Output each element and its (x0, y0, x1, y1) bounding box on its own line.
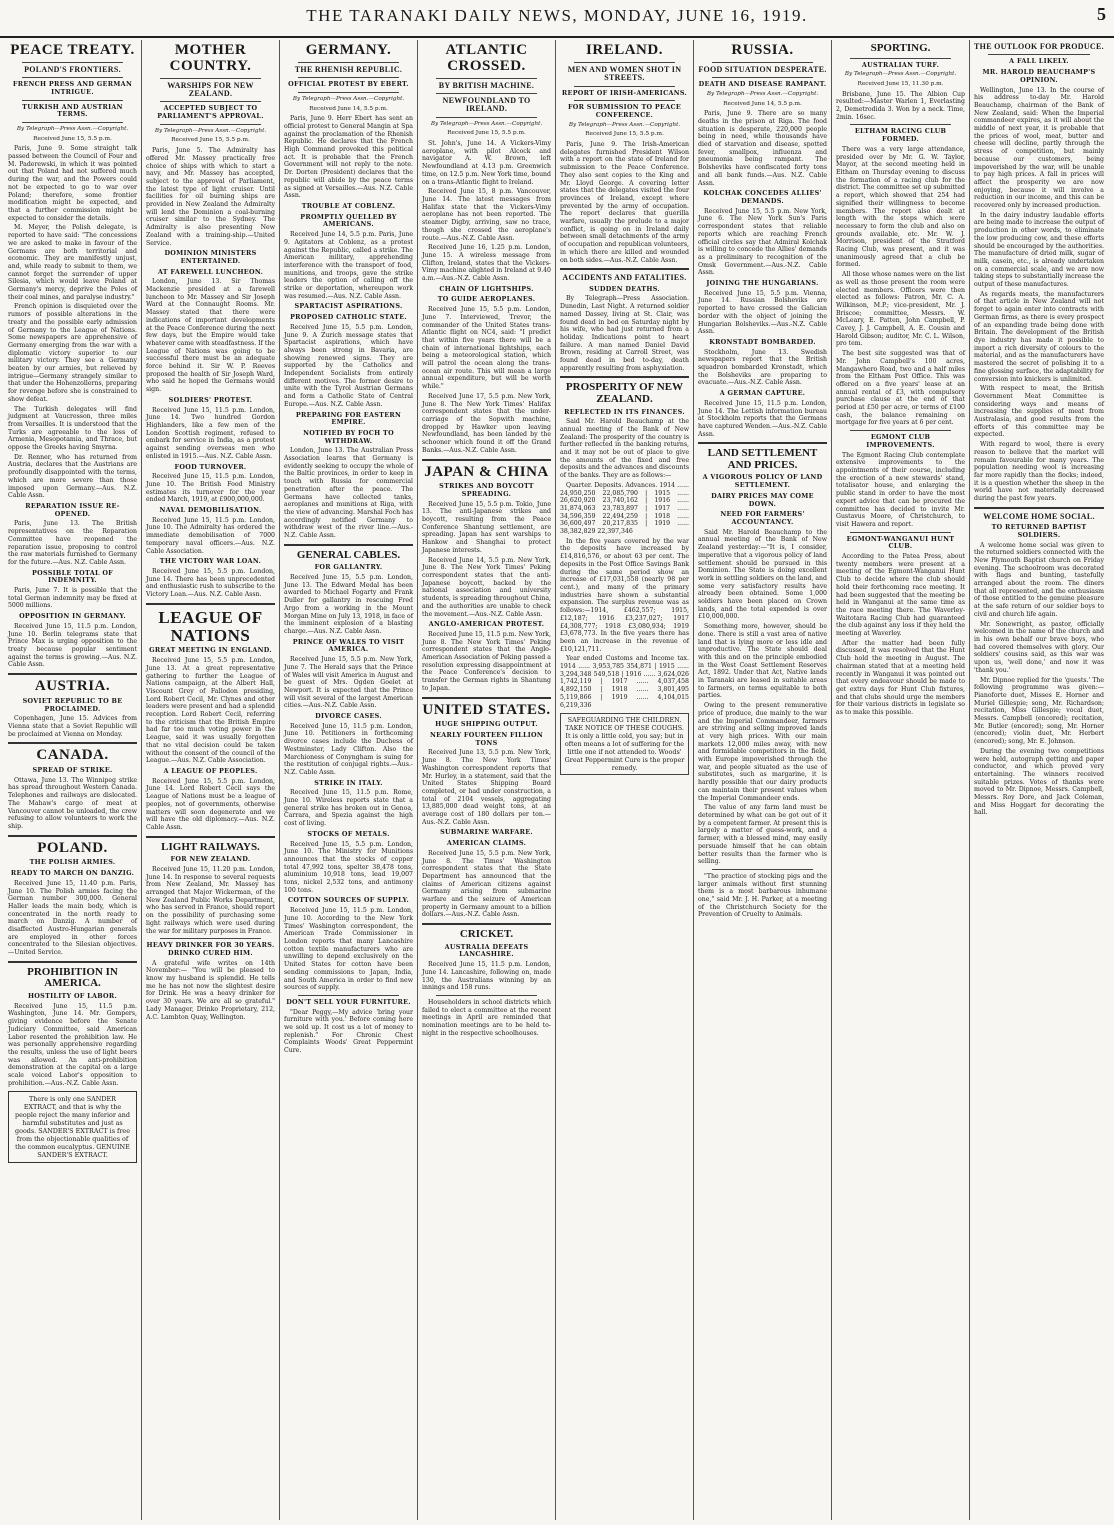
dateline: Received June 15, 5.5 p.m. (585, 131, 664, 138)
article-paragraph: Paris, June 13. The British representatives on the Reparation Committee have reopened the reparation issue, proposing to control the raw materials furnished to Germany for the future.—Aus. N.Z. Cable Assn. (8, 520, 137, 566)
article-paragraph: St. John's, June 14. A Vickers-Vimy aeroplane, with pilot Alcock and navigator A. W. Brown, left Newfoundland at 4.13 p.m. Greenwich time, on 12.5 p.m. New York time, bound on a trans-Atlantic flight to Ireland. (422, 140, 551, 186)
article-paragraph: French opinion is disquieted over the rumors of possible alterations in the treaty and the possible early admission of Germany to the League of Nations. Some newspapers are apprehensive of Germany emerging from the war with a diplomatic victory superior to our military victory. They see a Germany beaten by our armies, but relieved by intrigue—Germany strangely similar to that under the Hohenzollerns, preparing for revenge before she is constrained to show defeat. (8, 303, 137, 403)
article-paragraph: Received June 15, 11.20 p.m. London, June 14. In response to several requests from New Zealand, Mr. Massey has arranged that Major Wickerman, of the New Zealand Public Works Department, who has served in France, should report on the possibility of purchasing some light railways which were used during the war for military purposes in France. (146, 865, 275, 935)
subheading: STOCKS OF METALS. (307, 829, 390, 838)
article-paragraph: Paris, June 7. It is possible that the total German indemnity may be fixed at 5000 millions. (8, 587, 137, 610)
subheadline: MEN AND WOMEN SHOT IN STREETS. (567, 64, 682, 83)
article-paragraph: Received June 15, 8 p.m. Vancouver, June 14. The latest messages from Halifax state that the Vickers-Vimy aeroplane has not been reported. The steamer Digby, arriving, saw no trace, though she crossed the aeroplane's route.—Aus.-N.Z. Cable Assn. (422, 188, 551, 242)
subheading: EGMONT-WANGANUI HUNT CLUB. (846, 534, 955, 551)
subheading: SOLDIERS' PROTEST. (168, 395, 253, 404)
headline: IRELAND. (586, 42, 663, 58)
article-paragraph: Paris, June 9. There are so many deaths in the prison at Riga. The food situation is desperate, 220,000 people being in need, while thousands have died of starvation and disease, spotted fever, smallpox, influenza and pneumonia being rampant. The Bolsheviks have confiscated forty tons and all bank funds.—Aus. N.Z. Cable Assn. (698, 110, 827, 187)
subheading: DAIRY PRICES MAY COME DOWN. (711, 491, 814, 508)
headline: GERMANY. (305, 42, 392, 58)
subheading: ANGLO-AMERICAN PROTEST. (428, 620, 545, 629)
headline: PROHIBITION IN AMERICA. (27, 965, 118, 990)
subheading: PROPOSED CATHOLIC STATE. (290, 313, 407, 322)
column-atlantic-crossed (418, 40, 556, 1520)
masthead-title: THE TARANAKI DAILY NEWS, MONDAY, JUNE 16, 1919. (306, 6, 808, 25)
article-paragraph: Paris, June 9. Some straight talk passed between the Council of Four and M. Paderewski, in which it was pointed out that Poland had not suffered much during the war, and the Powers could not be expected to go to war over Poland; therefore, some frontier modification might be expected, and that a further commission might be expected to consider the details. (8, 145, 137, 222)
dateline: Received June 15, 5.5 p.m. (33, 135, 112, 142)
article-paragraph: Received June 13, 5.5 p.m. New York, June 8. The New York Times' Washington correspondent reports that Mr. Hurley, in a statement, said that the United States Shipping Board completed, or had under construction, a total of 2104 vessels, aggregating 13,885,000 dead weight tons, at an average cost of 180 dollars per ton.—Aus.-N.Z. Cable Assn. (422, 749, 551, 826)
article-paragraph: Householders in school districts which failed to elect a committee at the recent meetings in April are reminded that nomination meetings are to be held to-night in the respective schoolhouses. (422, 998, 551, 1037)
article-paragraph: A welcome home social was given to the returned soldiers connected with the New Plymouth Baptist church on Friday evening. The schoolroom was decorated with flags and bunting, tastefully arranged about the room. The diners that all represented, and the enthusiasm of those entitled to the genuine pleasure at the safe return of our soldier boys to civil and church life again. (974, 541, 1104, 618)
subheading: PROMPTLY QUELLED BY AMERICANS. (300, 212, 397, 229)
byline: By Telegraph—Press Assn.—Copyright. (292, 95, 405, 102)
subheading: TO GUIDE AEROPLANES. (437, 295, 536, 304)
article-paragraph: Received June 14, 5.5 p.m. New York, June 8. The New York Times' Peking correspondent states that the anti-Japanese boycott, backed by the national association and university students, is spreading throughout China, and the authorities are unable to check the movement.—Aus.-N.Z. Cable Assn. (422, 556, 551, 618)
article-paragraph: "Dear Peggy,—My advice 'bring your furniture with you.' Before coming here we sold up. It cost us a lot of money to replenish." For Chronic Chest Complaints Woods' Great Peppermint Cure. (284, 1008, 413, 1055)
advertisement: SAFEGUARDING THE CHILDREN. TAKE NOTICE OF THESE COUGHS. It is only a little cold, you say; but in often means a lot of suffering for the little one if not attended to. Woods' Great Peppermint Cure is the proper remedy. (560, 713, 689, 775)
byline: By Telegraph—Press Assn.—Copyright. (706, 90, 819, 97)
column-mother-country (142, 40, 280, 1520)
article-paragraph: After the matter had been fully discussed, it was resolved that the Hunt Club hold the meeting in August. The chairman stated that at a meeting held recently in Wanganui it was pointed out that every endeavour should be made to get extra days for Hunt Club fixtures, and that clubs should urge the members for their various districts in legislate so as to make this possible. (836, 639, 965, 717)
subheading: SUDDEN DEATHS. (589, 284, 660, 293)
article-paragraph: In the five years covered by the war the deposits have increased by £14,816,576, or about 63 per cent. The deposits in the Post Office Savings Bank during the same period show an increase of £17,031,558 (nearly 98 per cent.), and many of the primary industries have shown a substantial expansion. The surplus revenue was as follows:—1914, £462,557; 1915, £12,187; 1916 £3,237,027; 1917 £4,308,777; 1918 £3,080,934; 1919 £3,678,773. In the five years there has been an increase in the revenue of £10,121,711. (560, 537, 689, 653)
article-paragraph: Received June 15, 11.5 p.m. London, June 14. Two hundred Gordon Highlanders, like a few men of the London Scottish regiment, refused to embark for service in India, as a protest against sending overseas men who enlisted in 1915.—Aus. N.Z. Cable Assn. (146, 406, 275, 460)
subheading: TO RETURNED BAPTIST SOLDIERS. (991, 523, 1087, 539)
article-paragraph: The Egmont Racing Club contemplate extensive improvements to the appointments of their course, including the erection of a new stewards' stand, totalisator house, and enlarging the public stand in order to have the most expert advice that can be procured the committee has decided to invite Mr. Gustavus Moore, of Christchurch, to visit Hawera and report. (836, 451, 965, 528)
article-paragraph: Received June 15, 5.5 p.m. New York, June 8. The Times' Washington correspondent states that the State Department has announced that the claims of American citizens against Germany arising from submarine warfare and the seizure of American property in Germany amount to a billion dollars.—Aus.-N.Z. Cable Assn. (422, 849, 551, 919)
article-paragraph: Received June 15, 11.5 p.m. London, June 10. Berlin telegrams state that Prince Max is urging opposition to the treaty because popular sentiment against the terms is growing.—Aus. N.Z. Cable Assn. (8, 622, 137, 669)
byline: By Telegraph—Press Assn.—Copyright. (844, 71, 957, 78)
subheadline: FOOD SITUATION DESPERATE. (698, 64, 827, 74)
article-paragraph: Paris, June 9. The Irish-American delegates furnished President Wilson with a report on the state of Ireland for submission to the Peace Conference. They also sent copies to the King and Mr. Lloyd George. A covering letter states that the delegates visited the four provinces of Ireland, except where prevented by the army of occupation. The report declares that guerilla warfare, usually the prelude to a major conflict, is going on in Ireland daily between small detachments of the army of occupation and republican volunteers, in which there are killed and wounded on both sides.—Aus.-N.Z. Cable Assn. (560, 141, 689, 264)
subheading: REFLECTED IN ITS FINANCES. (564, 407, 685, 416)
subheading: EGMONT CLUB IMPROVEMENTS. (866, 433, 935, 449)
subheading: THE POLISH ARMIES. (29, 858, 116, 867)
headline: MOTHER COUNTRY. (169, 42, 252, 74)
article-paragraph: Received June 15, 5.5 p.m. London, June 7. Interviewed, Trevor, the commander of the United States trans-Atlantic flight on NC4, said: "I predict that within five years there will be a chain of international lightships, each being a meteorological station, which will patrol the ocean along the trans-ocean air route. This will mean a large annual expenditure, but will be worth while." (422, 306, 551, 391)
subheading: SPARTACIST ASPIRATIONS. (294, 302, 403, 311)
article-paragraph: During the evening two competitions were held, autograph getting and paper conductor, and which proved very entertaining. The winners received suitable prizes. Votes of thanks were moved to Mr. Dipnoe, Messrs. Campbell, Messrs. Roy Dore, and Jack Coleman, and Miss Hoggart for decorating the hall. (974, 747, 1104, 817)
article-paragraph: Received June 16, 1.25 p.m. London, June 15. A wireless message from Clifton, Ireland, states that the Vickers-Vimy machine alighted in Ireland at 9.40 a.m.—Aus.-N.Z. Cable Assn. (422, 244, 551, 283)
article-paragraph: By Telegraph—Press Association. Dunedin, Last Night. A returned soldier named Dassey, living at St. Clair, was found dead in bed on Saturday night by his wife, who had just returned from a holiday. Indications point to heart failure. A man named Daniel David Brown, residing at Carroll Street, was found dead in bed to-day, death apparently resulting from asphyxiation. (560, 295, 689, 372)
headline: ACCIDENTS AND FATALITIES. (562, 273, 687, 283)
article-paragraph: "The practice of stocking pigs and the larger animals without first stunning them is a most barbarous inhumane one," said Mr. J. H. Parker, at a meeting of the Christchurch Society for the Prevention of Cruelty to Animals. (698, 872, 827, 919)
article-paragraph: Received June 15, 5.5 p.m. London, June 14. There has been unprecedented and enthusiastic rush to subscribe to the Victory Loan.—Aus. N.Z. Cable Assn. (146, 567, 275, 599)
byline: By Telegraph—Press Assn.—Copyright. (16, 125, 129, 132)
headline: CANADA. (36, 747, 109, 764)
article-paragraph: Copenhagen, June 15. Advices from Vienna state that a Soviet Republic will be proclaimed at Vienna on Monday. (8, 715, 137, 738)
subheading: MR. HAROLD BEAUCHAMP'S OPINION. (982, 68, 1096, 84)
article-paragraph: In the dairy industry laudable efforts are being made to increase the output of production in other words, to eliminate the low producing cow, and these efforts should be encouraged by the authorities. The manufacture of dried milk, sugar of milk, casein, etc., is already undertaken on a commercial scale, and we are now taking steps to substantially increase the output of these manufactures. (974, 211, 1104, 289)
subheading: TURKISH AND AUSTRIAN TERMS. (22, 102, 123, 119)
masthead (0, 0, 1114, 38)
article-paragraph: M. Meyer, the Polish delegate, is reported to have said: "The concessions we are asked to make in favour of the Germans are both territorial and economic. They are manifestly unjust, and, while ready to submit to them, we cannot forget the surrender of upper Silesia, which would leave Poland at Germany's mercy, deprive the Poles of their coal mines, and paralyse industry." (8, 224, 137, 301)
revenue-table: Year ended Customs and Income tax. 1914 ...... 3,953,785 354,871 | 1915 ...... 3,294,348 549,518 | 1916 ...... 3,624,026 1,742,119 | 1917 ...... 4,037,458 4,892,150 | 1918 ...... 3,801,495 5,119,866 | 1919 ...... 4,104,015 6,219,336 (560, 655, 689, 709)
byline: By Telegraph—Press Assn.—Copyright. (154, 127, 267, 134)
article-paragraph: All those whose names were on the list as well as those present the room were elected members. Officers were then elected as follows: Patron, Mr. C. A. Wilkinson, M.P.; vice-president, Mr. J. Briscoe; committee, Messrs. W. McLeary, E. Patten, John Campbell, P. Cavey, J. J. Campbell, A. E. Cousin and Harold Gibson; auditor, Mr. C. L. Wilson, pro tem. (836, 271, 965, 348)
headline: SPORTING. (870, 42, 931, 54)
article-paragraph: With regard to wool, there is every reason to believe that the market will remain favourable for many years. The population needing wool is increasing far more rapidly than the flocks; indeed, it is a question whether the sheep in the world have not materially decreased during the past few years. (974, 441, 1104, 503)
article-paragraph: Received June 15, 5.5 p.m. New York, June 6. The New York Sun's Paris correspondent states that reliable reports which are reaching French official circles say that Admiral Kolchak is willing to concede the Allies' demands as a preliminary to recognition of the Omsk Government.—Aus.-N.Z. Cable Assn. (698, 207, 827, 277)
article-paragraph: As regards meats, the manufacturers of that article in New Zealand will not forget to again enter into contracts with German firms, as there is every prospect of an expanding trade being done with Britain. The development of the British dye industry has made it possible to import a rich diversity of colours to the material, and as the manufacturers have mastered the secret of polishing it to a fine glossing surface, the adaptability for conversion into knickers is unlimited. (974, 290, 1104, 383)
subheading: OPPOSITION IN GERMANY. (19, 612, 126, 621)
subheading: NAVAL DEMOBILISATION. (159, 506, 262, 515)
subheading: A GERMAN CAPTURE. (719, 389, 806, 398)
subheading: DOMINION MINISTERS ENTERTAINED. (164, 249, 257, 265)
deposits-table: Quarter. Deposits. Advances. 1914 ...... 24,950,250 22,085,790 | 1915 ...... 26,620,920 23,740,162 | 1916 ...... 31,874,063 23,783,897 | 1917 ...... 34,596,359 22,494,259 | 1918 ...... 36,600,497 20,217,835 | 1919 ...... 38,382,829 22,397,346 (560, 481, 689, 536)
article-paragraph: Received June 15, 5.5 p.m. London, June 10. The Ministry for Munitions announces that the stocks of copper total 47,992 tons, spelter 38,478 tons, aluminium 10,918 tons, lead 19,007 tons, nickel 2,532 tons, and antimony 100 tons. (284, 840, 413, 894)
subheading: OFFICIAL PROTEST BY EBERT. (288, 80, 409, 89)
subheading: ACCEPTED SUBJECT TO PARLIAMENT'S APPROVAL. (157, 104, 264, 120)
subheadline: BY BRITISH MACHINE. (438, 80, 535, 90)
subheading: FOR SUBMISSION TO PEACE CONFERENCE. (567, 103, 682, 119)
subheading: THE VICTORY WAR LOAN. (159, 557, 262, 566)
article-paragraph: Received June 15, 5.5 p.m. London, June 13. At a great representative gathering to further the League of Nations campaign, at the Albert Hall, Viscount Grey of Fallodon presiding, Lord Robert Cecil, Mr. Clynes and other leaders were present and had a splendid reception. Lord Robert Cecil, referring to the criticism that the British Empire had far too much voting power in the League, said it was usually forgotten that no vital decision could be taken without the consent of the council of the League.—Aus. N.Z. Cable Association. (146, 657, 275, 765)
headline: PROSPERITY OF NEW ZEALAND. (565, 381, 684, 405)
subheading: DEATH AND DISEASE RAMPANT. (698, 80, 827, 89)
byline: By Telegraph—Press Assn.—Copyright. (430, 120, 543, 127)
article-paragraph: Received June 15, 11.5 p.m. London, June 10. The British Food Ministry estimates its turnover for the year ended March, 1919, at £900,000,000. (146, 473, 275, 504)
article-paragraph: Stockholm, June 13. Swedish newspapers report that the British squadron bombarded Kronstadt, which the Bolsheviks are preparing to evacuate.—Aus.-N.Z. Cable Assn. (698, 348, 827, 387)
subheading: A LEAGUE OF PEOPLES. (163, 767, 258, 775)
subheading: KOLCHAK CONCEDES ALLIES' DEMANDS. (703, 189, 822, 205)
subheading: FOR NEW ZEALAND. (170, 855, 251, 864)
column-outlook-produce (970, 40, 1108, 1520)
subheading: AMERICAN CLAIMS. (446, 839, 527, 848)
subheading: REPORT OF IRISH-AMERICANS. (561, 88, 688, 97)
article-paragraph: Received June 15, 5.5 p.m. New York, June 7. The Herald says that the Prince of Wales will visit America in August and be guest of Mrs. Ogden Goelet at Newport. It is expected that the Prince will visit several of the largest American cities.—Aus.-N.Z. Cable Assn. (284, 656, 413, 710)
headline: WELCOME HOME SOCIAL. (983, 511, 1095, 521)
article-paragraph: Mr. Sonewright, as pastor, officially welcomed in the name of the church and in his own behalf our brave boys, who had covered themselves with glory. Our soldiers' cousins said, as this war was upon us, 'well done,' and now it was 'thank you.' (974, 620, 1104, 674)
subheading: HOSTILITY OF LABOR. (27, 991, 118, 1000)
subheading: DIVORCE CASES. (315, 712, 382, 721)
subheading: SOVIET REPUBLIC TO BE PROCLAIMED. (22, 696, 123, 713)
article-paragraph: Paris, June 9. Herr Ebert has sent an official protest to General Mangin at Spa against the proclamation of the Rhenish Republic. He declares that the French High Command provoked this political act. It is probable that the French Government will not reply to the note. Dr. Dorten (President) declares that the republic will abide by the peace terms as signed at Versailles.—Aus. N.Z. Cable Assn. (284, 115, 413, 200)
article-paragraph: Wellington, June 13. In the course of his address to-day Mr. Harold Beauchamp, chairman of the Bank of New Zealand, said: When the Imperial commandeer expires, as it will about the middle of next year, it is probable that the prices of wool, meat, butter and cheese will decline, partly through the stress of competition, but mainly because our customers, being impoverished by the war, will be unable to pay high prices. A fall in prices will affect the prosperity we are now enjoying, because it will involve a reduction in our income, and this can be recovered only by increased production. (974, 86, 1104, 210)
headline: AUSTRIA. (34, 678, 111, 695)
column-sporting (832, 40, 970, 1520)
subheading: PRINCE OF WALES TO VISIT AMERICA. (292, 637, 405, 654)
dateline: Received June 14, 5.5 p.m. (723, 100, 802, 107)
article-paragraph: Owing to the present remunerative price of produce, due mainly to the war and the Imperial Commandeer, farmers are striving and selling improved lands at very high prices. With our main markets 12,000 miles away, with new and formidable competitors in the field, with Europe impoverished through the war, and people situated as the use of substitutes, such as margarine, it is hardly possible that our dairy products can maintain their present values when the Imperial Commandeer ends. (698, 702, 827, 802)
subheading: HUGE SHIPPING OUTPUT. (435, 720, 538, 729)
subheading: SPREAD OF STRIKE. (32, 766, 113, 775)
subheading: AT FAREWELL LUNCHEON. (157, 267, 264, 276)
headline: THE OUTLOOK FOR PRODUCE. (974, 42, 1104, 51)
article-paragraph: There was a very large attendance, presided over by Mr. G. W. Taylor, Mayor, at the second meeting held in Eltham on Thursday evening to discuss the formation of a racing club for the district. The committee set up submitted a report, which showed that 254 had signified their willingness to become members. The report also dealt at length with the steps which were necessary to form the club and also on grounds available, etc. Mr. W. J. Morrison, president of the Stratford Racing Club, was present, and it was unanimously agreed that a club be formed. (836, 145, 965, 269)
article-paragraph: Ottawa, June 13. The Winnipeg strike has spread throughout Western Canada. Telephones and railways are dislocated. The Mahaw's cargo of meat at Vancouver cannot be unloaded, the crew refusing to allow volunteers to work the ship. (8, 776, 137, 830)
article-paragraph: Received June 15, 5.5 p.m. London, June 9. A Zurich message states that Spartacist aspirations, which have always been strong in Bavaria, are showing renewed signs. They are supported by the Catholics and Independent Socialists from entirely different motives. The former desire to unite with the Tyrol Austrian Germans and form a Catholic State of Central Europe.—Aus. N.Z. Cable Assn. (284, 323, 413, 408)
headline: POLAND. (37, 839, 108, 856)
byline: By Telegraph—Press Assn.—Copyright. (568, 121, 681, 128)
column-ireland (556, 40, 694, 1520)
article-paragraph: Mr. Dipnoe replied for the 'guests.' The following programme was given:—Pianoforte duet, Misses E. Horner and Muriel Gillespie; song, Mr. Richardson; recitation, Miss Gillespie; vocal duet, Messrs. Campbell (encored); recitation, Mr. Butler (encored); song, Mr. Horner (encored); violin duet, Mr. Herbert (encored); song, Mr. E. Johnson. (974, 676, 1104, 746)
headline: PEACE TREATY. (10, 42, 135, 58)
headline: LEAGUE OF NATIONS (158, 607, 263, 645)
article-paragraph: Something more, however, should be done. There is still a vast area of native land that is lying more or less idle and unproductive. The State should deal with this and on the principle embodied in the West Coast Settlement Reserves Act, 1892. Under that Act, Native lands in Taranaki are leased in suitable areas to farmers, on terms equitable to both parties. (698, 623, 827, 700)
dateline: Received June 15, 5.5 p.m. (171, 137, 250, 144)
subheading: STRIKE IN ITALY. (314, 778, 383, 787)
subheading: FRENCH PRESS AND GERMAN INTRIGUE. (12, 80, 133, 96)
article-paragraph: A grateful wife writes on 14th November:— "You will be pleased to know my husband is splendid. He tells me he has not now the slightest desire for Drink. He was a heavy drinker for over 30 years. We are all so grateful." Lady Manager, Drinko Proprietary, 212, A.C. Lambton Quay, Wellington. (146, 959, 275, 1021)
article-paragraph: Received June 15, 5.5 p.m. Tokio, June 13. The anti-Japanese strikes and boycott, resulting from the Peace Conference Shantung settlement, are spreading. Japan has sent warships to Hankow and Shanghai to protect Japanese interests. (422, 500, 551, 554)
subheading: A VIGOROUS POLICY OF LAND SETTLEMENT. (702, 473, 823, 490)
article-paragraph: Received June 15, 11.5 p.m. London, June 14. Lancashire, following on, made 130, the Australians winning by an innings and 158 runs. (422, 961, 551, 992)
dateline: Received June 15, 11.30 p.m. (857, 80, 944, 87)
subheading: NEED FOR FARMERS' ACCOUNTANCY. (720, 510, 805, 526)
article-paragraph: Said Mr. Harold Beauchamp to the annual meeting of the Bank of New Zealand yesterday:—"It is, I consider, imperative that a vigorous policy of land settlement should be pursued in this Dominion. The State is doing excellent work in settling soldiers on the land, and some very satisfactory results have already been obtained. Some 1,000 soldiers have been placed on Crown lands, and the total expended is over £10,000,000. (698, 528, 827, 621)
article-paragraph: The Turkish delegates will find judgment at Vaucresson, three miles from Versailles. It is understood that the Turks are agreeable to the loss of Armenia, Mesopotamia, and Thrace, but oppose the Greeks having Smyrna. (8, 405, 137, 452)
subheading: AUSTRALIAN TURF. (861, 60, 940, 69)
article-paragraph: Received June 15, 5.5 p.m. London, June 13. The Edward Medal has been awarded to Michael Fogarty and Frank Duller for gallantry in rescuing Fred Argo from a working in the Mount Morgan Mine on July 13, 1918, in face of the imminent explosion of a blasting charge.—Aus. N.Z. Cable Assn. (284, 574, 413, 635)
subheading: GREAT MEETING IN ENGLAND. (149, 646, 272, 655)
subheading: FOR GALLANTRY. (314, 563, 383, 572)
headline: GENERAL CABLES. (296, 548, 401, 561)
headline: CRICKET. (459, 928, 514, 941)
subheading: PREPARING FOR EASTERN EMPIRE. (295, 410, 402, 427)
subheadline: NEWFOUNDLAND TO IRELAND. (442, 95, 531, 114)
subheading: FOOD TURNOVER. (174, 462, 247, 471)
subheadline: THE RHENISH REPUBLIC. (294, 64, 403, 74)
subheading: CHAIN OF LIGHTSHIPS. (439, 284, 534, 293)
article-paragraph: According to the Patea Press, about twenty members were present at a meeting of the Egmont-Wanganui Hunt Club to decide where the club should hold their forthcoming race meeting. It had been suggested that the meeting be held in Wanganui at the same time as the race meeting there. The Waverley-Waitotara Racing Club had guaranteed the club against any loss if they held the meeting at Waverley. (836, 553, 965, 638)
article-paragraph: Received June 17, 5.5 p.m. New York, June 8. The New York Times' Halifax correspondent states that the under-carriage of the Sopwith machine, dropped by Hawker upon leaving Newfoundland, has been landed by the schooner which found it off the Grand Banks.—Aus.-N.Z. Cable Assn. (422, 392, 551, 454)
subheading: SUBMARINE WARFARE. (440, 828, 533, 837)
article-paragraph: With respect to meat, the British Government Meat Committee is considering ways and means of increasing the supplies of meat from Australasia, and good results from the efforts of this committee may be expected. (974, 385, 1104, 439)
subheading: HEAVY DRINKER FOR 30 YEARS. DRINKO CURED HIM. (146, 941, 275, 957)
subheadline: WARSHIPS FOR NEW ZEALAND. (167, 80, 254, 98)
page-number: 5 (1097, 4, 1106, 24)
headline: LIGHT RAILWAYS. (161, 840, 260, 853)
column-germany (280, 40, 418, 1520)
article-paragraph: Said Mr. Harold Beauchamp at the annual meeting of the Bank of New Zealand: The prosperity of the country is further reflected in the banking returns, and it may not be out of place to give the amounts of the fixed and free deposits and the advances and discounts of the banks. They are as follows:— (560, 418, 689, 480)
headline: JAPAN & CHINA (424, 463, 549, 480)
headline: RUSSIA. (731, 42, 794, 58)
subheading: POSSIBLE TOTAL OF INDEMNITY. (31, 568, 114, 585)
subheading: NEARLY FOURTEEN FILLION TONS (429, 730, 544, 747)
subheading: STRIKES AND BOYCOTT SPREADING. (439, 482, 534, 498)
article-paragraph: Received June 15, 11.5 p.m. London, June 14. The Lettish information bureau at Stockholm reports that the Germans have captured Wenden.—Aus.-N.Z. Cable Assn. (698, 399, 828, 438)
subheading: A FALL LIKELY. (1009, 57, 1069, 66)
dateline: Received June 14, 5.5 p.m. (309, 105, 388, 112)
article-paragraph: Received June 15, 11.5 p.m. London, June 10. The Admiralty has ordered the immediate demobilisation of 7000 temporary naval officers.—Aus. N.Z. Cable Association. (146, 516, 275, 555)
article-paragraph: Brisbane, June 15. The Albion Cup resulted:—Master Warlen 1, Everlasting 2, Demetrodida 3. Won by a neck. Time, 2min. 16sec. (836, 90, 965, 121)
article-paragraph: Received June 14, 5.5 p.m. Paris, June 9. Agitators at Coblenz, as a protest against the Republic, called a strike. The American military, apprehending interference with the transport of food, munitions, and troops, gave the strike leaders the option of calling off the strike or deportation, whereupon work was resumed.—Aus. N.Z. Cable Assn. (284, 231, 413, 300)
subheadline: POLAND'S FRONTIERS. (24, 64, 121, 74)
article-paragraph: London, June 13. Sir Thomas Mackenzie presided at a farewell luncheon to Mr. Massey and Sir Joseph Ward at the Connaught Rooms. Mr. Massey stated that there were indications of important developments at the Peace Conference during the next few days, but the Empire would take whatever came with steadfastness. If the League of Nations was going to be successful there must be an adequate force behind it. Sir W. P. Reeves proposed the health of Sir Joseph Ward, who said he hoped the Germans would sign. (146, 278, 275, 394)
columns (4, 40, 1110, 1520)
column-peace-treaty (4, 40, 142, 1520)
article-paragraph: Dr. Renner, who has returned from Austria, declares that the Austrians are profoundly disappointed with the terms, which are more severe than those imposed upon Germany.—Aus. N.Z. Cable Assn. (8, 453, 137, 500)
article-paragraph: Received June 15, 11.5 p.m. Rome, June 10. Wireless reports state that a general strike has broken out in Genoa, Carrara, and Spezia against the high cost of living. (284, 789, 413, 828)
subheading: ELTHAM RACING CLUB FORMED. (854, 127, 947, 144)
subheading: TROUBLE AT COBLENZ. (301, 201, 396, 210)
subheading: KRONSTADT BOMBARDED. (709, 337, 816, 346)
article-paragraph: Received June 15, 11.5 p.m. London, June 10. According to the New York Times' Washington correspondent, the American Trade Commissioner in London reports that many Lancashire cotton textile manufacturers who are unwilling to depend exclusively on the United States for cotton have been sending commissions to Japan, India, and South America in order to find new sources of supply. (284, 907, 413, 992)
article-paragraph: Received June 15, 11.5 p.m. New York, June 8. The New York Times' Peking correspondent states that the Anglo-American Association of Peking passed a resolution expressing disappointment at the Peace Conference's decision to transfer the German rights in Shantung to Japan. (422, 630, 551, 692)
subheading: JOINING THE HUNGARIANS. (706, 279, 819, 288)
headline: UNITED STATES. (422, 701, 551, 718)
headline: ATLANTIC CROSSED. (445, 42, 528, 74)
article-paragraph: The value of any farm land must be determined by what can be got out of it by a competent farmer. At present this is largely a matter of guess-work, and a farmer, with a blessed mind, may easily persuade himself that he can obtain better results than the farmer who is selling. (698, 804, 827, 866)
subheading: READY TO MARCH ON DANZIG. (10, 869, 135, 878)
article-paragraph: Received June 15, 11.5 p.m. Washington, June 14. Mr. Gompers, giving evidence before the Senate Judiciary Committee, said American Labor resented the prohibition law. He was personally apprehensive regarding the results, unless the use of light beers was allowed. An anti-prohibition demonstration at the capital on a large scale voiced Labor's opposition to prohibition.—Aus.-N.Z. Cable Assn. (8, 1002, 137, 1087)
article-paragraph: Received June 15, 11.5 p.m. London, June 10. Petitioners in forthcoming divorce cases include the Duchess of Westminster, Lady Clifton. Also the Marchioness of Conyngham is suing for the restitution of conjugal rights.—Aus.-N.Z. Cable Assn. (284, 722, 413, 776)
subheading: COTTON SOURCES OF SUPPLY. (287, 896, 410, 905)
subheading: NOTIFIED BY FOCH TO WITHDRAW. (303, 428, 394, 445)
headline: LAND SETTLEMENT AND PRICES. (707, 447, 818, 471)
article-paragraph: Received June 15, 5.5 p.m. Vienna, June 14. Russian Bolsheviks are reported to have crossed the Galician border with the object of joining the Hungarian Bolsheviks.—Aus.-N.Z. Cable Assn. (698, 289, 827, 336)
dateline: Received June 15, 5.5 p.m. (447, 130, 526, 137)
article-paragraph: Received June 15, 11.40 p.m. Paris, June 10. The Polish armies facing the German number 300,000. General Haller leads the main body, which is concentrated in the north ready to march on Danzig. A number of disaffected Austro-Hungarian generals are employed in other forces concentrated to the Silesian objectives.—United Service. (8, 879, 137, 957)
column-russia (694, 40, 832, 1520)
subheading: DON'T SELL YOUR FURNITURE. (286, 997, 411, 1006)
article-paragraph: Paris, June 5. The Admiralty has offered Mr. Massey practically free choice of ships with which to start a navy, and Mr. Massey has accepted, subject to the approval of Parliament, the latest type of light cruiser. Until facilities for oil burning ships are provided in New Zealand the Admiralty will lend the Dominion a coal-burning cruiser similar to the Sydney. The Admiralty is also presenting New Zealand with a training-ship.—United Service. (146, 147, 275, 247)
subheading: AUSTRALIA DEFEATS LANCASHIRE. (444, 942, 529, 959)
article-paragraph: Received June 15, 5.5 p.m. London, June 14. Lord Robert Cecil says the League of Nations must be a league of peoples, not of governments, otherwise matters will soon degenerate and we will have the old diplomacy.—Aus. N.Z. Cable Assn. (146, 777, 275, 831)
subheading: REPARATION ISSUE RE-OPENED. (25, 502, 120, 518)
article-paragraph: The best site suggested was that of Mr. John Campbell's 100 acres, Mangawhero Road, two and a half miles from the Eltham Post Office. This was offered on a five years' lease at an annual rental of £3, with compulsory purchase clause at the end of that period at £50 per acre, or terms of £100 cash, the balance remaining on mortgage for five years at 6 per cent. (836, 350, 965, 427)
article-paragraph: London, June 13. The Australian Press Association learns that Germany is evidently seeking to occupy the whole of the Baltic provinces, in order to keep in touch with Russia for commercial penetration after the peace. The Germans have collected tanks, aeroplanes and munitions at Riga, with the view of advancing. Marshal Foch has accordingly notified Germany to withdraw west of the river line.—Aus.-N.Z. Cable Assn. (284, 447, 413, 540)
advertisement: There is only one SANDER EXTRACT, and that is why the people reject the many inferior and harmful substitutes and just as goods. SANDER'S EXTRACT is free from the objectionable qualities of the common eucalyptus. GENUINE SANDER'S EXTRACT. (8, 1091, 137, 1163)
